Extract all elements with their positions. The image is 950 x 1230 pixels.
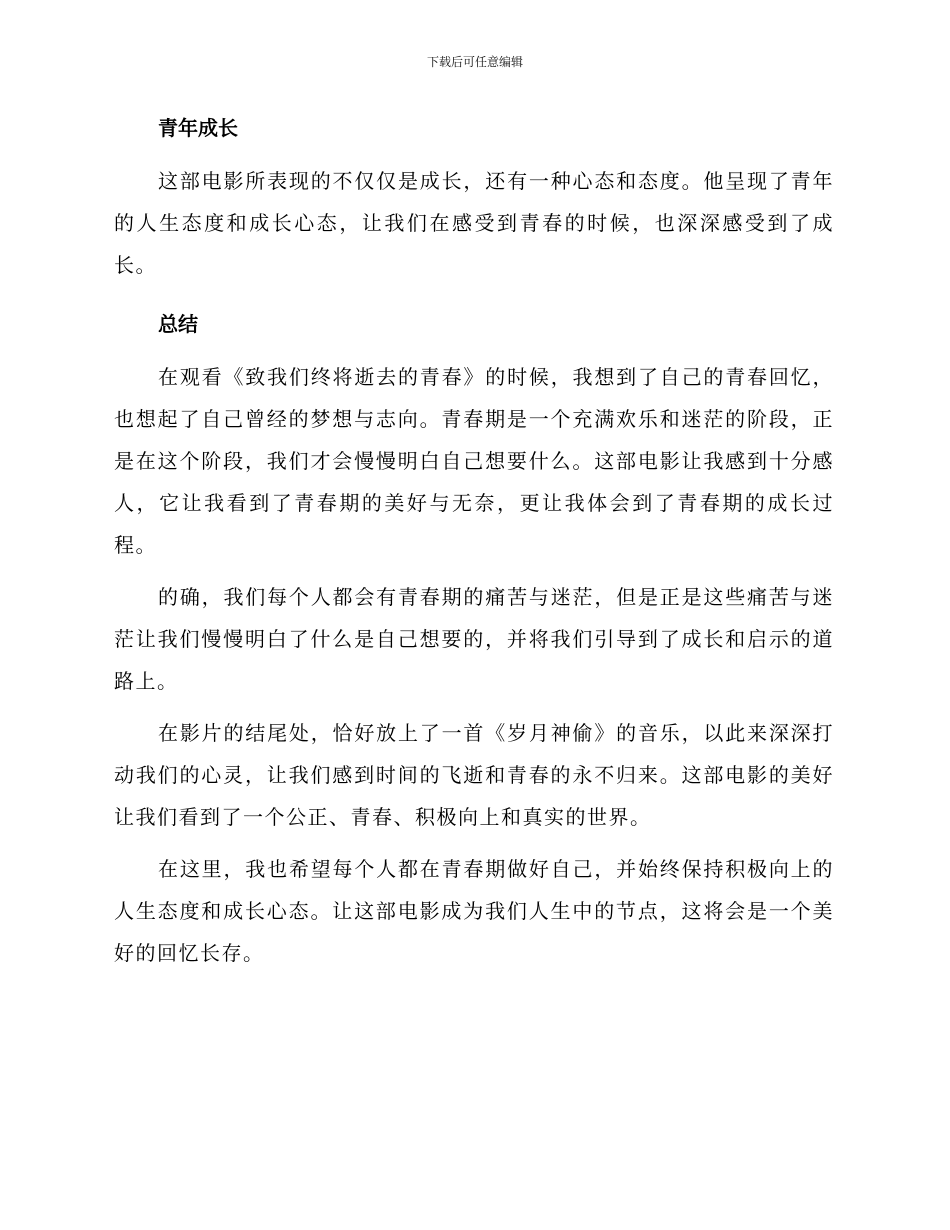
section-youth-growth xyxy=(114,108,834,286)
paragraph: 这部电影所表现的不仅仅是成长，还有一种心态和态度。他呈现了青年的人生态度和成长心态，让我们在感受到青春的时候，也深深感受到了成长。 xyxy=(114,169,834,277)
paragraph: 的确，我们每个人都会有青春期的痛苦与迷茫，但是正是这些痛苦与迷茫让我们慢慢明白了什么是自己想要的，并将我们引导到了成长和启示的道路上。 xyxy=(114,585,834,693)
document-body xyxy=(114,108,834,974)
section-heading-summary: 总结 xyxy=(158,312,198,336)
section-summary xyxy=(114,304,834,974)
paragraph: 在这里，我也希望每个人都在青春期做好自己，并始终保持积极向上的人生态度和成长心态。让这部电影成为我们人生中的节点，这将会是一个美好的回忆长存。 xyxy=(114,857,834,965)
paragraph: 在观看《致我们终将逝去的青春》的时候，我想到了自己的青春回忆，也想起了自己曾经的梦想与志向。青春期是一个充满欢乐和迷茫的阶段，正是在这个阶段，我们才会慢慢明白自己想要什么。这部电影让我感到十分感人，它让我看到了青春期的美好与无奈，更让我体会到了青春期的成长过程。 xyxy=(114,365,834,557)
paragraph: 在影片的结尾处，恰好放上了一首《岁月神偷》的音乐，以此来深深打动我们的心灵，让我们感到时间的飞逝和青春的永不归来。这部电影的美好让我们看到了一个公正、青春、积极向上和真实的世界。 xyxy=(114,721,834,829)
header-note: 下载后可任意编辑 xyxy=(426,55,523,69)
section-heading-youth-growth: 青年成长 xyxy=(158,116,238,140)
